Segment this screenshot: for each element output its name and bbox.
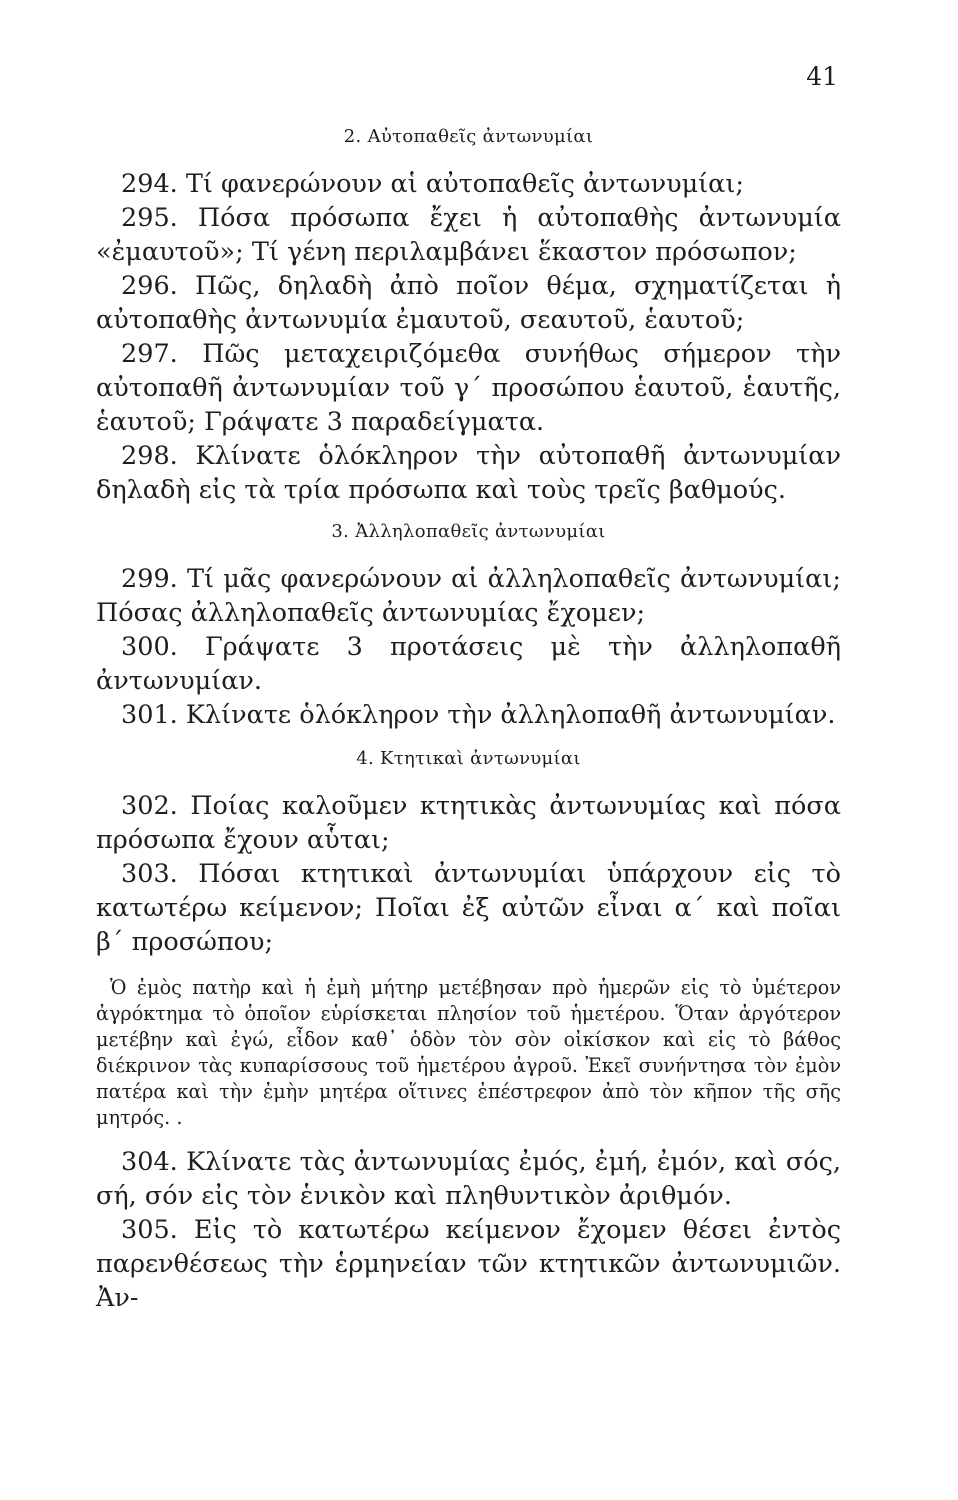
page-number: 41: [806, 62, 838, 91]
section-heading-4: 4. Κτητικαὶ ἀντωνυμίαι: [356, 748, 581, 769]
question-294: 294. Τί φανερώνουν αἱ αὐτοπαθεῖς ἀντωνυμίαι;: [121, 169, 744, 199]
question-298: 298. Κλίνατε ὁλόκληρον τὴν αὐτοπαθῆ ἀντωνυμίαν δηλαδὴ εἰς τὰ τρία πρόσωπα καὶ τοὺς τρεῖς βαθμούς.: [96, 441, 841, 505]
section-heading-2: 2. Αὐτοπαθεῖς ἀντωνυμίαι: [343, 126, 594, 147]
question-305: 305. Εἰς τὸ κατωτέρω κείμενον ἔχομεν θέσει ἐντὸς παρενθέσεως τὴν ἑρμηνείαν τῶν κτητικῶν ἀντωνυμιῶν. Ἀν-: [96, 1215, 841, 1313]
question-296: 296. Πῶς, δηλαδὴ ἀπὸ ποῖον θέμα, σχηματίζεται ἡ αὐτοπαθὴς ἀντωνυμία ἐμαυτοῦ, σεαυτοῦ, ἑαυτοῦ;: [96, 271, 841, 335]
question-300: 300. Γράψατε 3 προτάσεις μὲ τὴν ἀλληλοπαθῆ ἀντωνυμίαν.: [96, 632, 841, 696]
reading-passage: Ὁ ἐμὸς πατὴρ καὶ ἡ ἐμὴ μήτηρ μετέβησαν πρὸ ἡμερῶν εἰς τὸ ὑμέτερον ἀγρόκτημα τὸ ὁποῖον εὑρίσκεται πλησίον τοῦ ἡμετέρου. Ὅταν ἀργότερον μετέβην καὶ ἐγώ, εἶδον καθ᾽ ὁδὸν τὸν σὸν οἰκίσκον καὶ εἰς τὸ βάθος διέκρινον τὰς κυπαρίσσους τοῦ ἡμετέρου ἀγροῦ. Ἐκεῖ συνήντησα τὸν ἐμὸν πατέρα καὶ τὴν ἐμὴν μητέρα οἵτινες ἐπέστρεφον ἀπὸ τὸν κῆπον τῆς σῆς μητρός. .: [96, 976, 841, 1129]
question-297: 297. Πῶς μεταχειριζόμεθα συνήθως σήμερον τὴν αὐτοπαθῆ ἀντωνυμίαν τοῦ γ΄ προσώπου ἑαυτοῦ, ἑαυτῆς, ἑαυτοῦ; Γράψατε 3 παραδείγματα.: [96, 339, 841, 437]
page-content: [96, 126, 841, 1315]
question-299: 299. Τί μᾶς φανερώνουν αἱ ἀλληλοπαθεῖς ἀντωνυμίαι; Πόσας ἀλληλοπαθεῖς ἀντωνυμίας ἔχομεν;: [96, 564, 841, 628]
question-295: 295. Πόσα πρόσωπα ἔχει ἡ αὐτοπαθὴς ἀντωνυμία «ἐμαυτοῦ»; Τί γένη περιλαμβάνει ἕκαστον πρόσωπον;: [96, 203, 841, 267]
question-301: 301. Κλίνατε ὁλόκληρον τὴν ἀλληλοπαθῆ ἀντωνυμίαν.: [121, 700, 836, 730]
question-304: 304. Κλίνατε τὰς ἀντωνυμίας ἐμός, ἐμή, ἐμόν, καὶ σός, σή, σόν εἰς τὸν ἑνικὸν καὶ πληθυντικὸν ἀριθμόν.: [96, 1147, 841, 1211]
question-302: 302. Ποίας καλοῦμεν κτητικὰς ἀντωνυμίας καὶ πόσα πρόσωπα ἔχουν αὗται;: [96, 791, 841, 855]
question-303: 303. Πόσαι κτητικαὶ ἀντωνυμίαι ὑπάρχουν εἰς τὸ κατωτέρω κείμενον; Ποῖαι ἐξ αὐτῶν εἶναι α΄ καὶ ποῖαι β΄ προσώπου;: [96, 859, 841, 957]
section-heading-3: 3. Ἀλληλοπαθεῖς ἀντωνυμίαι: [331, 521, 606, 542]
